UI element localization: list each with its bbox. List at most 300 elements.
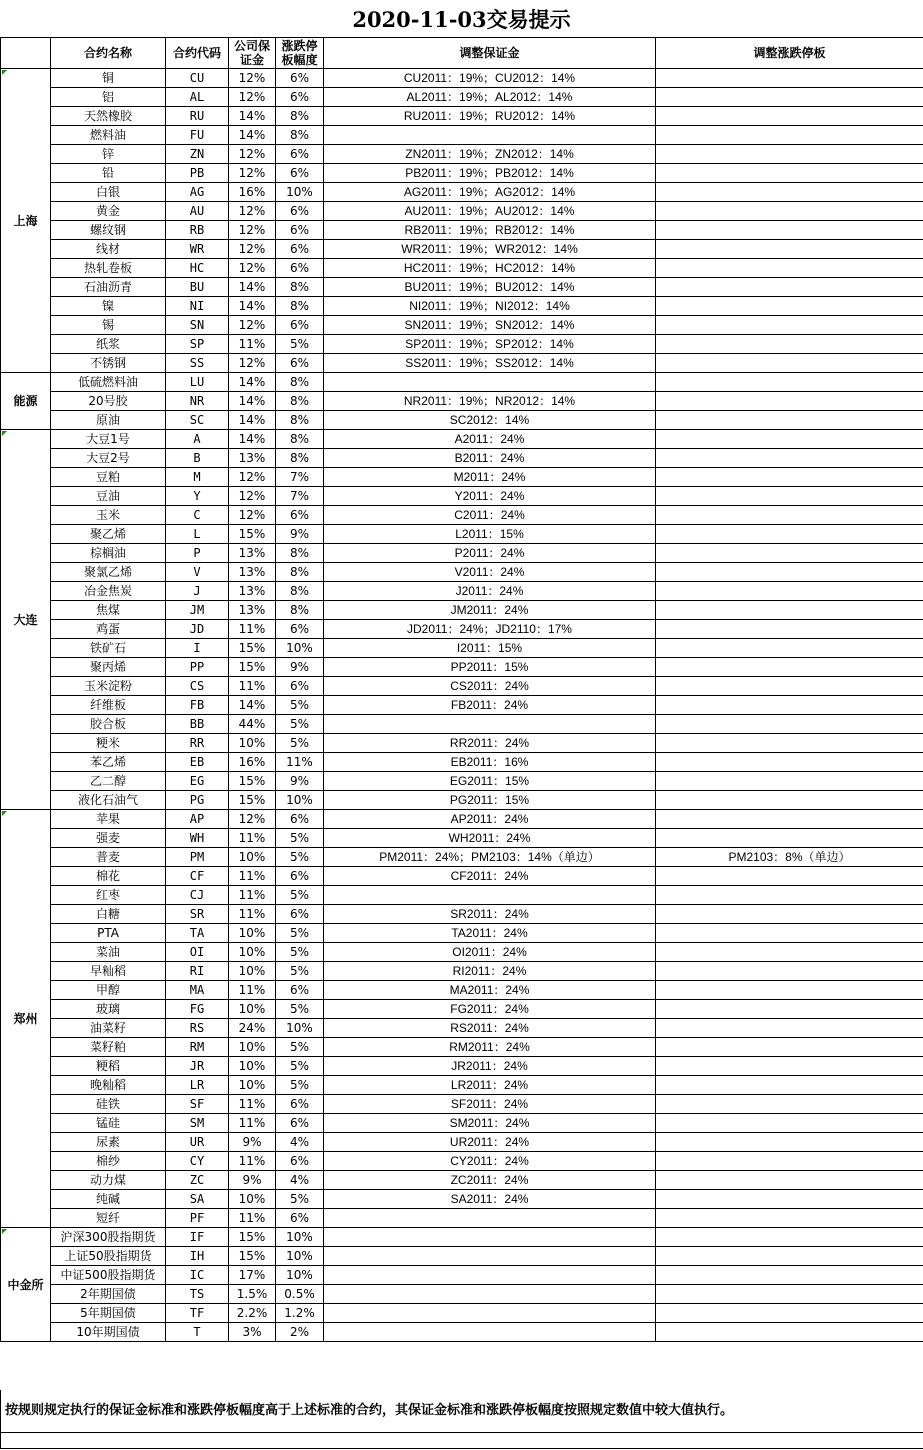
table-row (1, 829, 923, 848)
adjusted-limit-cell (656, 373, 923, 392)
cell-corner-marker (2, 431, 7, 436)
adjusted-margin-cell: P2011：24% (324, 544, 656, 563)
contract-name-cell: 菜籽粕 (51, 1038, 166, 1057)
header-contract-code: 合约代码 (166, 38, 229, 69)
contract-name-cell: 不锈钢 (51, 354, 166, 373)
adjusted-limit-cell (656, 1114, 923, 1133)
adjusted-limit-cell (656, 1057, 923, 1076)
adjusted-limit-cell (656, 1190, 923, 1209)
contract-code-cell: PG (166, 791, 229, 810)
contract-name-cell: 白银 (51, 183, 166, 202)
price-limit-cell: 6% (276, 506, 324, 525)
footer-empty-row (0, 1432, 923, 1449)
contract-name-cell: 普麦 (51, 848, 166, 867)
adjusted-margin-cell: JR2011：24% (324, 1057, 656, 1076)
exchange-cell: 大连 (1, 430, 51, 810)
contract-code-cell: PB (166, 164, 229, 183)
table-row (1, 1228, 923, 1247)
header-contract-name: 合约名称 (51, 38, 166, 69)
adjusted-limit-cell (656, 544, 923, 563)
adjusted-limit-cell (656, 696, 923, 715)
contract-name-cell: 热轧卷板 (51, 259, 166, 278)
adjusted-margin-cell: AL2011：19%；AL2012：14% (324, 88, 656, 107)
adjusted-margin-cell: SM2011：24% (324, 1114, 656, 1133)
adjusted-limit-cell (656, 772, 923, 791)
adjusted-margin-cell: C2011：24% (324, 506, 656, 525)
contract-name-cell: 粳稻 (51, 1057, 166, 1076)
company-margin-cell: 14% (229, 430, 276, 449)
adjusted-margin-cell: RM2011：24% (324, 1038, 656, 1057)
adjusted-limit-cell (656, 145, 923, 164)
table-row (1, 373, 923, 392)
price-limit-cell: 6% (276, 867, 324, 886)
company-margin-cell: 10% (229, 962, 276, 981)
adjusted-limit-cell (656, 905, 923, 924)
contract-code-cell: NI (166, 297, 229, 316)
company-margin-cell: 12% (229, 354, 276, 373)
contract-name-cell: 5年期国债 (51, 1304, 166, 1323)
adjusted-margin-cell (324, 1247, 656, 1266)
adjusted-limit-cell: PM2103：8%（单边） (656, 848, 923, 867)
contract-code-cell: RU (166, 107, 229, 126)
company-margin-cell: 2.2% (229, 1304, 276, 1323)
company-margin-cell: 15% (229, 1228, 276, 1247)
adjusted-limit-cell (656, 1019, 923, 1038)
table-row (1, 962, 923, 981)
contract-name-cell: PTA (51, 924, 166, 943)
footnote: 按规则规定执行的保证金标准和涨跌停板幅度高于上述标准的合约，其保证金标准和涨跌停板幅度按照规定数值中较大值执行。 (0, 1390, 923, 1433)
table-row (1, 449, 923, 468)
contract-code-cell: B (166, 449, 229, 468)
contract-code-cell: JM (166, 601, 229, 620)
adjusted-margin-cell: RU2011：19%；RU2012：14% (324, 107, 656, 126)
price-limit-cell: 8% (276, 544, 324, 563)
adjusted-limit-cell (656, 202, 923, 221)
price-limit-cell: 7% (276, 487, 324, 506)
contract-name-cell: 豆粕 (51, 468, 166, 487)
company-margin-cell: 11% (229, 905, 276, 924)
header-company-margin: 公司保证金 (229, 38, 276, 69)
price-limit-cell: 6% (276, 354, 324, 373)
contract-name-cell: 棉花 (51, 867, 166, 886)
adjusted-margin-cell: WR2011：19%；WR2012：14% (324, 240, 656, 259)
adjusted-margin-cell: J2011：24% (324, 582, 656, 601)
company-margin-cell: 14% (229, 278, 276, 297)
contract-name-cell: 螺纹钢 (51, 221, 166, 240)
table-row (1, 1038, 923, 1057)
company-margin-cell: 12% (229, 240, 276, 259)
price-limit-cell: 5% (276, 715, 324, 734)
exchange-cell: 能源 (1, 373, 51, 430)
adjusted-limit-cell (656, 1000, 923, 1019)
table-row (1, 335, 923, 354)
adjusted-margin-cell: RI2011：24% (324, 962, 656, 981)
company-margin-cell: 13% (229, 601, 276, 620)
table-row (1, 525, 923, 544)
contract-code-cell: LU (166, 373, 229, 392)
company-margin-cell: 11% (229, 867, 276, 886)
adjusted-limit-cell (656, 620, 923, 639)
adjusted-limit-cell (656, 1323, 923, 1342)
adjusted-margin-cell (324, 1285, 656, 1304)
adjusted-margin-cell: SN2011：19%；SN2012：14% (324, 316, 656, 335)
adjusted-margin-cell: UR2011：24% (324, 1133, 656, 1152)
contract-code-cell: RM (166, 1038, 229, 1057)
adjusted-limit-cell (656, 1209, 923, 1228)
contract-name-cell: 玉米淀粉 (51, 677, 166, 696)
adjusted-limit-cell (656, 430, 923, 449)
contract-code-cell: SC (166, 411, 229, 430)
company-margin-cell: 15% (229, 525, 276, 544)
price-limit-cell: 10% (276, 1228, 324, 1247)
contract-name-cell: 低硫燃料油 (51, 373, 166, 392)
price-limit-cell: 6% (276, 1152, 324, 1171)
table-row (1, 221, 923, 240)
adjusted-margin-cell: PB2011：19%；PB2012：14% (324, 164, 656, 183)
adjusted-limit-cell (656, 487, 923, 506)
price-limit-cell: 0.5% (276, 1285, 324, 1304)
contract-code-cell: IF (166, 1228, 229, 1247)
table-row (1, 164, 923, 183)
contract-code-cell: MA (166, 981, 229, 1000)
adjusted-limit-cell (656, 1038, 923, 1057)
contract-name-cell: 红枣 (51, 886, 166, 905)
adjusted-limit-cell (656, 1171, 923, 1190)
table-row (1, 411, 923, 430)
table-row (1, 696, 923, 715)
contract-code-cell: UR (166, 1133, 229, 1152)
contract-name-cell: 冶金焦炭 (51, 582, 166, 601)
contract-name-cell: 焦煤 (51, 601, 166, 620)
price-limit-cell: 9% (276, 525, 324, 544)
contract-code-cell: RR (166, 734, 229, 753)
adjusted-margin-cell: FB2011：24% (324, 696, 656, 715)
company-margin-cell: 9% (229, 1171, 276, 1190)
margin-table (0, 37, 923, 1342)
contract-name-cell: 纤维板 (51, 696, 166, 715)
adjusted-margin-cell: CU2011：19%；CU2012：14% (324, 69, 656, 88)
company-margin-cell: 12% (229, 202, 276, 221)
price-limit-cell: 6% (276, 677, 324, 696)
table-row (1, 601, 923, 620)
adjusted-margin-cell: JM2011：24% (324, 601, 656, 620)
adjusted-margin-cell: WH2011：24% (324, 829, 656, 848)
adjusted-limit-cell (656, 278, 923, 297)
contract-name-cell: 大豆1号 (51, 430, 166, 449)
price-limit-cell: 1.2% (276, 1304, 324, 1323)
adjusted-limit-cell (656, 392, 923, 411)
contract-name-cell: 沪深300股指期货 (51, 1228, 166, 1247)
adjusted-limit-cell (656, 1095, 923, 1114)
price-limit-cell: 5% (276, 1000, 324, 1019)
price-limit-cell: 6% (276, 145, 324, 164)
price-limit-cell: 8% (276, 297, 324, 316)
price-limit-cell: 10% (276, 1247, 324, 1266)
adjusted-limit-cell (656, 829, 923, 848)
adjusted-margin-cell: A2011：24% (324, 430, 656, 449)
table-row (1, 772, 923, 791)
company-margin-cell: 44% (229, 715, 276, 734)
exchange-cell: 郑州 (1, 810, 51, 1228)
contract-code-cell: AP (166, 810, 229, 829)
adjusted-limit-cell (656, 297, 923, 316)
company-margin-cell: 10% (229, 943, 276, 962)
contract-code-cell: CJ (166, 886, 229, 905)
table-row (1, 1171, 923, 1190)
contract-name-cell: 粳米 (51, 734, 166, 753)
company-margin-cell: 24% (229, 1019, 276, 1038)
contract-code-cell: TS (166, 1285, 229, 1304)
adjusted-limit-cell (656, 1076, 923, 1095)
company-margin-cell: 14% (229, 392, 276, 411)
exchange-cell: 中金所 (1, 1228, 51, 1342)
contract-name-cell: 白糖 (51, 905, 166, 924)
table-row (1, 563, 923, 582)
table-row (1, 924, 923, 943)
price-limit-cell: 5% (276, 962, 324, 981)
price-limit-cell: 6% (276, 1095, 324, 1114)
company-margin-cell: 16% (229, 183, 276, 202)
contract-name-cell: 铅 (51, 164, 166, 183)
contract-name-cell: 棉纱 (51, 1152, 166, 1171)
contract-name-cell: 甲醇 (51, 981, 166, 1000)
contract-code-cell: NR (166, 392, 229, 411)
contract-code-cell: P (166, 544, 229, 563)
contract-code-cell: CF (166, 867, 229, 886)
contract-code-cell: JR (166, 1057, 229, 1076)
contract-code-cell: JD (166, 620, 229, 639)
table-row (1, 183, 923, 202)
table-row (1, 620, 923, 639)
exchange-cell: 上海 (1, 69, 51, 373)
contract-code-cell: TF (166, 1304, 229, 1323)
adjusted-limit-cell (656, 1247, 923, 1266)
contract-name-cell: 油菜籽 (51, 1019, 166, 1038)
contract-name-cell: 锡 (51, 316, 166, 335)
adjusted-margin-cell: PG2011：15% (324, 791, 656, 810)
adjusted-margin-cell (324, 715, 656, 734)
company-margin-cell: 12% (229, 69, 276, 88)
contract-name-cell: 20号胶 (51, 392, 166, 411)
table-row (1, 278, 923, 297)
adjusted-limit-cell (656, 449, 923, 468)
price-limit-cell: 5% (276, 1190, 324, 1209)
adjusted-margin-cell: CS2011：24% (324, 677, 656, 696)
table-row (1, 677, 923, 696)
price-limit-cell: 11% (276, 753, 324, 772)
contract-code-cell: WH (166, 829, 229, 848)
company-margin-cell: 15% (229, 658, 276, 677)
table-row (1, 1323, 923, 1342)
adjusted-margin-cell: NI2011：19%；NI2012：14% (324, 297, 656, 316)
company-margin-cell: 16% (229, 753, 276, 772)
table-row (1, 1190, 923, 1209)
adjusted-margin-cell (324, 126, 656, 145)
contract-name-cell: 菜油 (51, 943, 166, 962)
header-adjusted-margin: 调整保证金 (324, 38, 656, 69)
contract-code-cell: SF (166, 1095, 229, 1114)
price-limit-cell: 5% (276, 1057, 324, 1076)
price-limit-cell: 8% (276, 601, 324, 620)
table-row (1, 1266, 923, 1285)
price-limit-cell: 6% (276, 905, 324, 924)
contract-code-cell: PM (166, 848, 229, 867)
company-margin-cell: 13% (229, 582, 276, 601)
company-margin-cell: 12% (229, 487, 276, 506)
price-limit-cell: 6% (276, 221, 324, 240)
contract-code-cell: A (166, 430, 229, 449)
contract-code-cell: LR (166, 1076, 229, 1095)
table-row (1, 1114, 923, 1133)
company-margin-cell: 14% (229, 107, 276, 126)
company-margin-cell: 12% (229, 810, 276, 829)
price-limit-cell: 5% (276, 1076, 324, 1095)
contract-code-cell: RB (166, 221, 229, 240)
price-limit-cell: 6% (276, 981, 324, 1000)
company-margin-cell: 11% (229, 829, 276, 848)
contract-name-cell: 乙二醇 (51, 772, 166, 791)
adjusted-margin-cell: LR2011：24% (324, 1076, 656, 1095)
contract-code-cell: SA (166, 1190, 229, 1209)
contract-name-cell: 玻璃 (51, 1000, 166, 1019)
price-limit-cell: 10% (276, 1266, 324, 1285)
company-margin-cell: 10% (229, 924, 276, 943)
adjusted-limit-cell (656, 753, 923, 772)
adjusted-margin-cell: OI2011：24% (324, 943, 656, 962)
table-row (1, 506, 923, 525)
adjusted-margin-cell: RS2011：24% (324, 1019, 656, 1038)
company-margin-cell: 10% (229, 1057, 276, 1076)
contract-code-cell: PP (166, 658, 229, 677)
adjusted-margin-cell: NR2011：19%；NR2012：14% (324, 392, 656, 411)
company-margin-cell: 9% (229, 1133, 276, 1152)
adjusted-margin-cell: RR2011：24% (324, 734, 656, 753)
contract-name-cell: 胶合板 (51, 715, 166, 734)
table-row (1, 905, 923, 924)
contract-code-cell: ZN (166, 145, 229, 164)
contract-code-cell: ZC (166, 1171, 229, 1190)
adjusted-margin-cell: HC2011：19%；HC2012：14% (324, 259, 656, 278)
adjusted-margin-cell (324, 1323, 656, 1342)
company-margin-cell: 10% (229, 848, 276, 867)
contract-name-cell: 聚氯乙烯 (51, 563, 166, 582)
contract-name-cell: 10年期国债 (51, 1323, 166, 1342)
price-limit-cell: 8% (276, 126, 324, 145)
contract-name-cell: 铜 (51, 69, 166, 88)
table-row (1, 126, 923, 145)
adjusted-margin-cell (324, 373, 656, 392)
price-limit-cell: 8% (276, 582, 324, 601)
contract-name-cell: 上证50股指期货 (51, 1247, 166, 1266)
company-margin-cell: 12% (229, 164, 276, 183)
adjusted-margin-cell: L2011：15% (324, 525, 656, 544)
company-margin-cell: 15% (229, 1247, 276, 1266)
table-row (1, 715, 923, 734)
price-limit-cell: 6% (276, 1209, 324, 1228)
table-row (1, 88, 923, 107)
contract-code-cell: SS (166, 354, 229, 373)
adjusted-limit-cell (656, 867, 923, 886)
adjusted-margin-cell (324, 1266, 656, 1285)
company-margin-cell: 14% (229, 297, 276, 316)
adjusted-limit-cell (656, 240, 923, 259)
contract-name-cell: 液化石油气 (51, 791, 166, 810)
contract-name-cell: 天然橡胶 (51, 107, 166, 126)
adjusted-limit-cell (656, 886, 923, 905)
table-row (1, 1285, 923, 1304)
adjusted-margin-cell (324, 1304, 656, 1323)
price-limit-cell: 6% (276, 810, 324, 829)
adjusted-limit-cell (656, 1266, 923, 1285)
company-margin-cell: 10% (229, 1038, 276, 1057)
contract-name-cell: 燃料油 (51, 126, 166, 145)
company-margin-cell: 10% (229, 1190, 276, 1209)
contract-code-cell: Y (166, 487, 229, 506)
table-row (1, 202, 923, 221)
header-exchange (1, 38, 51, 69)
table-row (1, 1095, 923, 1114)
contract-name-cell: 石油沥青 (51, 278, 166, 297)
contract-code-cell: OI (166, 943, 229, 962)
adjusted-limit-cell (656, 658, 923, 677)
contract-name-cell: 早籼稻 (51, 962, 166, 981)
adjusted-limit-cell (656, 411, 923, 430)
adjusted-limit-cell (656, 810, 923, 829)
contract-name-cell: 铝 (51, 88, 166, 107)
adjusted-limit-cell (656, 259, 923, 278)
price-limit-cell: 8% (276, 373, 324, 392)
contract-code-cell: EG (166, 772, 229, 791)
table-row (1, 886, 923, 905)
price-limit-cell: 5% (276, 829, 324, 848)
company-margin-cell: 10% (229, 734, 276, 753)
price-limit-cell: 4% (276, 1171, 324, 1190)
company-margin-cell: 12% (229, 259, 276, 278)
adjusted-margin-cell: FG2011：24% (324, 1000, 656, 1019)
header-price-limit: 涨跌停板幅度 (276, 38, 324, 69)
adjusted-margin-cell: SS2011：19%；SS2012：14% (324, 354, 656, 373)
company-margin-cell: 11% (229, 1114, 276, 1133)
contract-code-cell: M (166, 468, 229, 487)
contract-name-cell: 2年期国债 (51, 1285, 166, 1304)
company-margin-cell: 13% (229, 563, 276, 582)
adjusted-margin-cell (324, 1228, 656, 1247)
table-row (1, 1076, 923, 1095)
company-margin-cell: 12% (229, 506, 276, 525)
adjusted-limit-cell (656, 164, 923, 183)
contract-code-cell: SR (166, 905, 229, 924)
table-row (1, 392, 923, 411)
company-margin-cell: 11% (229, 1209, 276, 1228)
price-limit-cell: 5% (276, 943, 324, 962)
cell-corner-marker (2, 1229, 7, 1234)
price-limit-cell: 4% (276, 1133, 324, 1152)
cell-corner-marker (2, 811, 7, 816)
cell-corner-marker (2, 70, 7, 75)
adjusted-limit-cell (656, 734, 923, 753)
table-row (1, 259, 923, 278)
company-margin-cell: 11% (229, 620, 276, 639)
contract-code-cell: IH (166, 1247, 229, 1266)
table-row (1, 1057, 923, 1076)
company-margin-cell: 11% (229, 886, 276, 905)
table-row (1, 544, 923, 563)
contract-name-cell: 棕榈油 (51, 544, 166, 563)
price-limit-cell: 10% (276, 1019, 324, 1038)
adjusted-margin-cell: M2011：24% (324, 468, 656, 487)
table-row (1, 430, 923, 449)
contract-code-cell: TA (166, 924, 229, 943)
